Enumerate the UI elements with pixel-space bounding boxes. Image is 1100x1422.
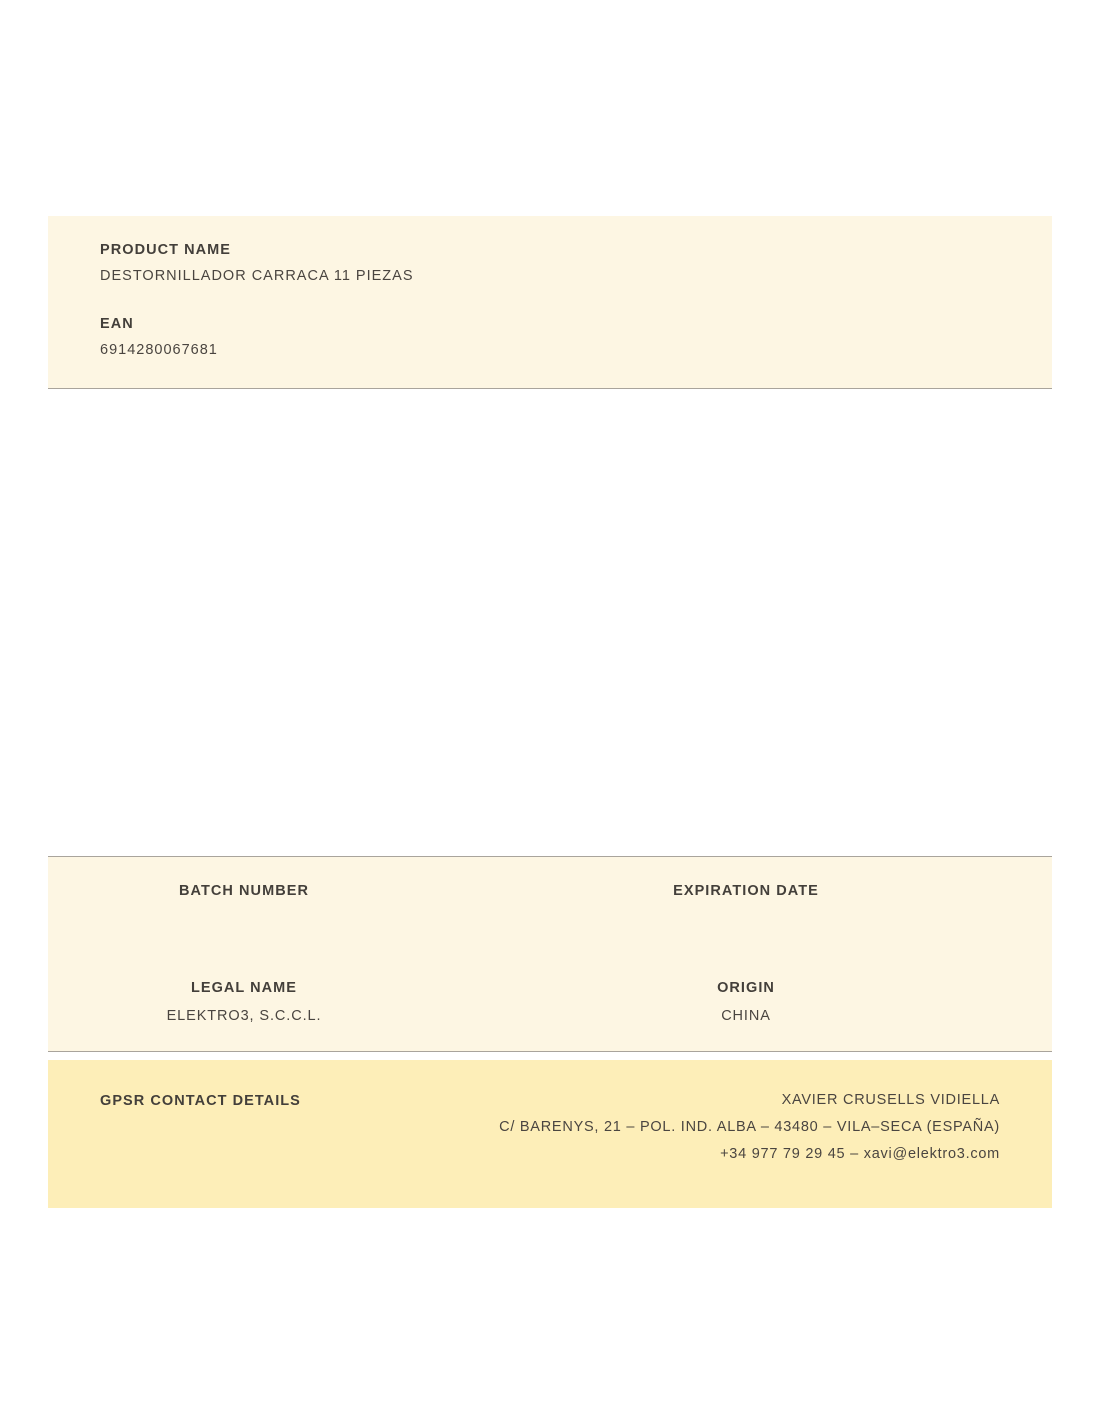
gpsr-contact-lines	[301, 1092, 1000, 1162]
legal-origin-row	[48, 980, 1052, 1025]
origin-value: CHINA	[721, 1008, 771, 1024]
expiration-date-label: EXPIRATION DATE	[673, 883, 819, 899]
gpsr-contact-label: GPSR CONTACT DETAILS	[100, 1093, 301, 1109]
gpsr-contact-block	[48, 1060, 1052, 1208]
legal-name-cell	[48, 980, 550, 1025]
batch-number-value	[48, 911, 440, 928]
gpsr-contact-address: C/ BARENYS, 21 – POL. IND. ALBA – 43480 – VILA–SECA (ESPAÑA)	[499, 1119, 1000, 1135]
batch-number-label: BATCH NUMBER	[179, 883, 309, 899]
legal-name-value: ELEKTRO3, S.C.C.L.	[166, 1008, 322, 1024]
batch-expiration-row	[48, 883, 1052, 928]
origin-label: ORIGIN	[717, 980, 775, 996]
product-info-block	[48, 216, 1052, 389]
blank-content-area	[48, 398, 1052, 856]
product-name-field	[48, 242, 1052, 284]
product-name-value: DESTORNILLADOR CARRACA 11 PIEZAS	[100, 268, 414, 284]
batch-number-cell	[48, 883, 550, 928]
gpsr-contact-name: XAVIER CRUSELLS VIDIELLA	[781, 1092, 1000, 1108]
gpsr-contact-phone-email: +34 977 79 29 45 – xavi@elektro3.com	[720, 1146, 1000, 1162]
batch-legal-info-block	[48, 856, 1052, 1052]
expiration-date-value	[550, 911, 942, 928]
ean-field	[48, 316, 1052, 358]
origin-cell	[550, 980, 1052, 1025]
product-name-label: PRODUCT NAME	[100, 242, 232, 258]
expiration-date-cell	[550, 883, 1052, 928]
ean-value: 6914280067681	[100, 342, 218, 358]
legal-name-label: LEGAL NAME	[190, 980, 298, 996]
ean-label: EAN	[100, 316, 134, 332]
